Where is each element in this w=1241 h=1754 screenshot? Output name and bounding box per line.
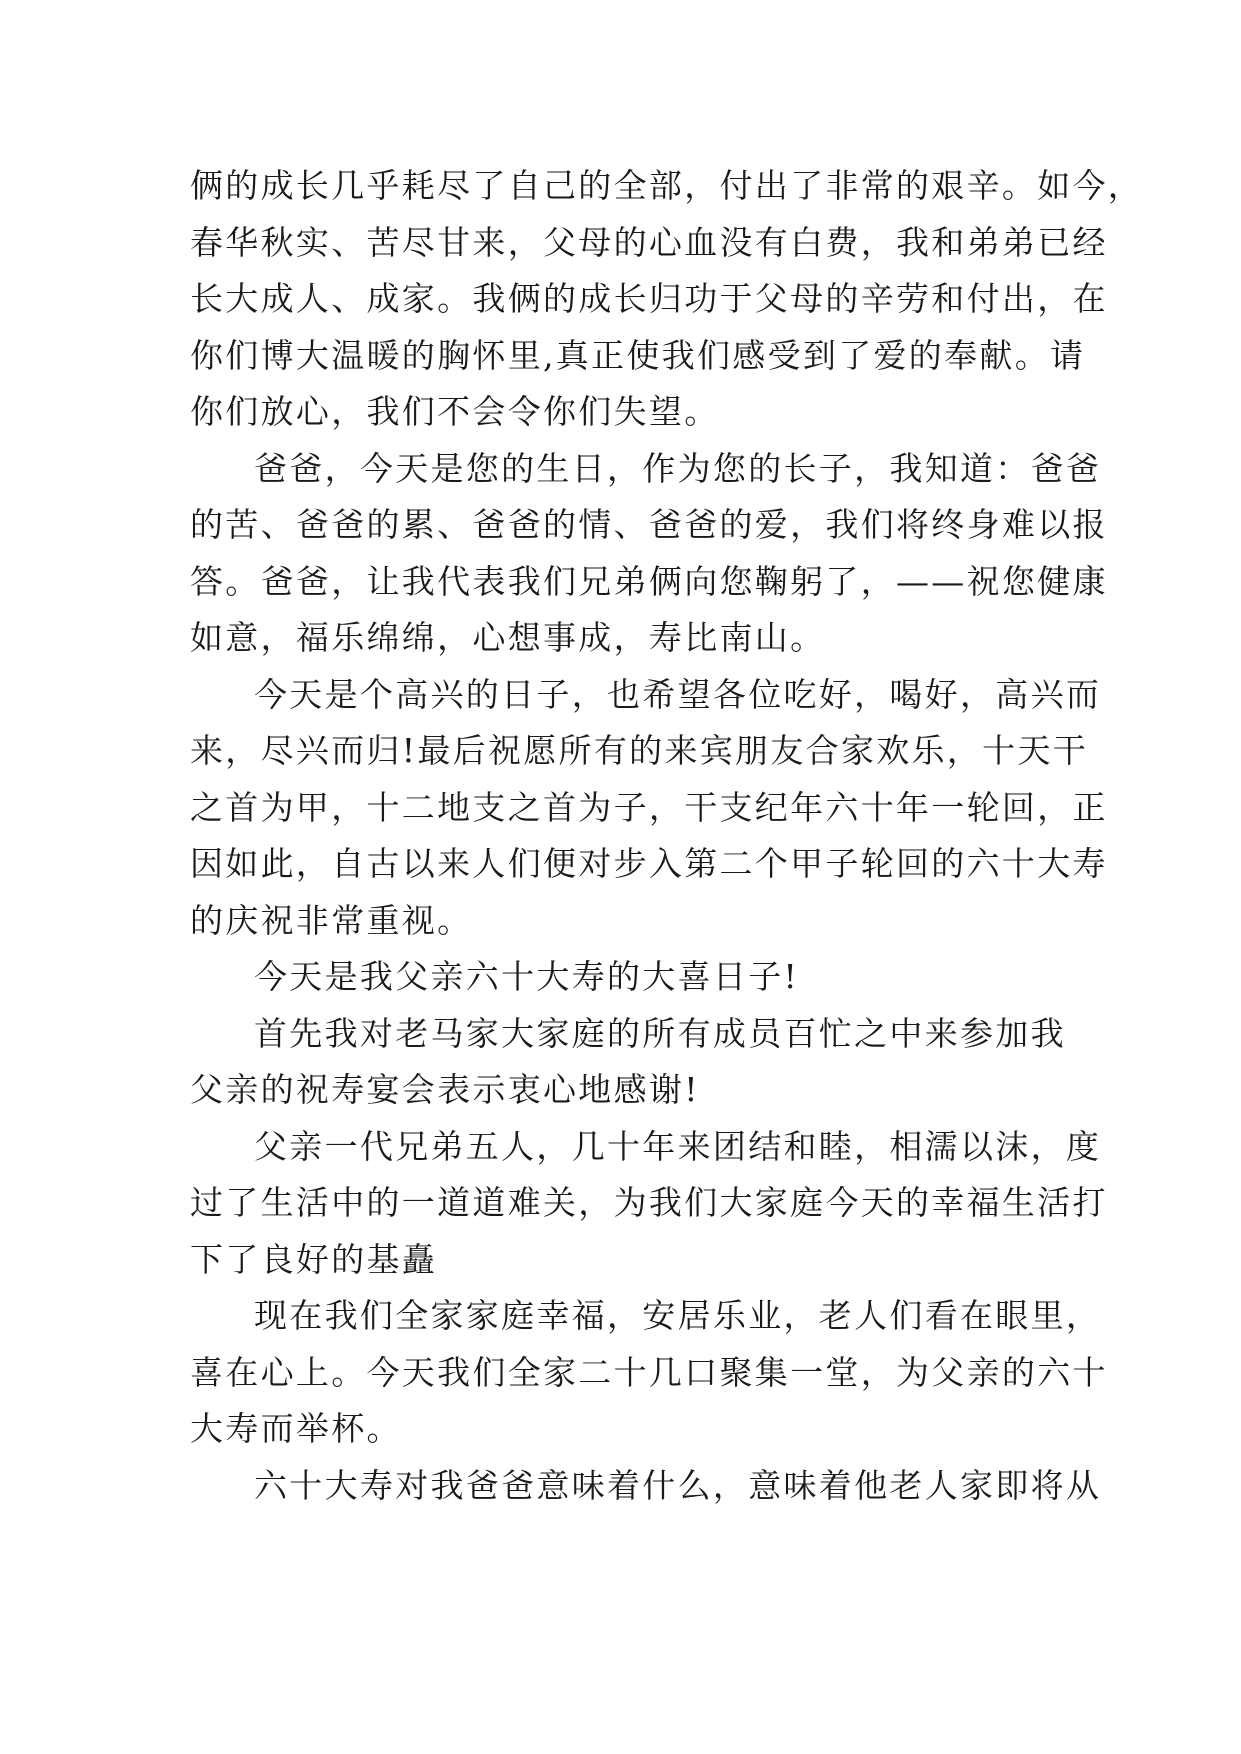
text-line: 来，尽兴而归!最后祝愿所有的来宾朋友合家欢乐，十天干 — [190, 731, 1089, 770]
text-line: 首先我对老马家大家庭的所有成员百忙之中来参加我 — [254, 1013, 1066, 1053]
text-line: 之首为甲，十二地支之首为子，干支纪年六十年一轮回，正 — [190, 787, 1108, 827]
text-line: 今天是个高兴的日子，也希望各位吃好，喝好，高兴而 — [254, 674, 1102, 714]
text-line: 爸爸，今天是您的生日，作为您的长子，我知道：爸爸 — [254, 448, 1102, 488]
text-line: 父亲一代兄弟五人，几十年来团结和睦，相濡以沫，度 — [254, 1126, 1102, 1166]
text-line: 现在我们全家家庭幸福，安居乐业，老人们看在眼里， — [254, 1296, 1102, 1335]
text-line: 如意，福乐绵绵，心想事成，寿比南山。 — [190, 618, 826, 657]
text-line: 父亲的祝寿宴会表示衷心地感谢! — [190, 1070, 700, 1109]
text-line: 今天是我父亲六十大寿的大喜日子! — [254, 957, 800, 996]
text-line: 俩的成长几乎耗尽了自己的全部，付出了非常的艰辛。如今， — [190, 166, 1144, 205]
text-line: 因如此，自古以来人们便对步入第二个甲子轮回的六十大寿 — [190, 844, 1108, 883]
document-body — [190, 158, 1144, 1514]
text-line: 喜在心上。今天我们全家二十几口聚集一堂，为父亲的六十 — [190, 1352, 1108, 1392]
text-line: 过了生活中的一道道难关，为我们大家庭今天的幸福生活打 — [190, 1183, 1108, 1222]
text-line: 你们放心，我们不会令你们失望。 — [190, 392, 720, 431]
text-line: 你们博大温暖的胸怀里,真正使我们感受到了爱的奉献。请 — [190, 335, 1086, 375]
text-line: 答。爸爸，让我代表我们兄弟俩向您鞠躬了，——祝您健康 — [190, 561, 1108, 601]
text-line: 春华秋实、苦尽甘来，父母的心血没有白费，我和弟弟已经 — [190, 222, 1108, 262]
text-line: 长大成人、成家。我俩的成长归功于父母的辛劳和付出，在 — [190, 279, 1108, 318]
text-line: 的庆祝非常重视。 — [190, 900, 473, 940]
text-line: 的苦、爸爸的累、爸爸的情、爸爸的爱，我们将终身难以报 — [190, 505, 1108, 544]
text-line: 六十大寿对我爸爸意味着什么，意味着他老人家即将从 — [254, 1465, 1102, 1505]
text-line: 下了良好的基矗 — [190, 1239, 438, 1279]
text-line: 大寿而举杯。 — [190, 1409, 402, 1448]
